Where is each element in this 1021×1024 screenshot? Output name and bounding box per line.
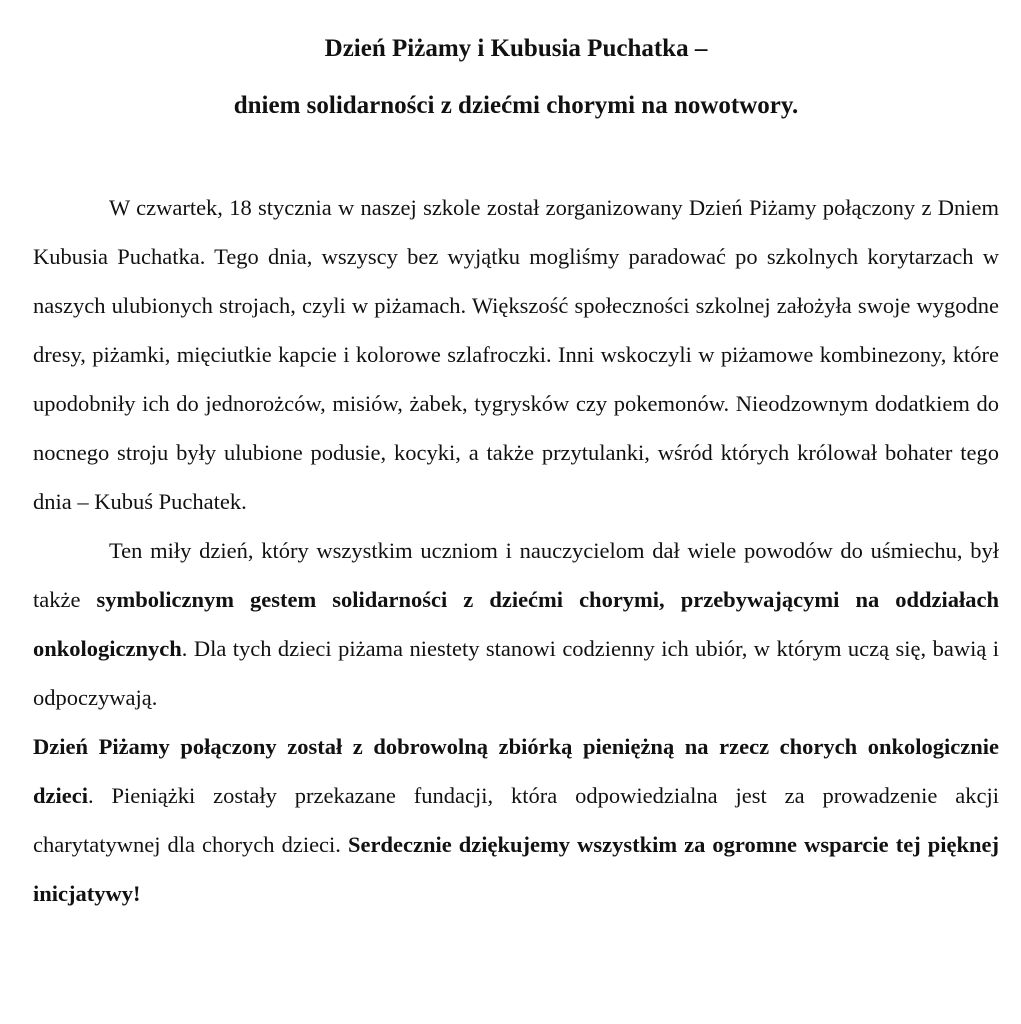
- title-line-1: Dzień Piżamy i Kubusia Puchatka –: [324, 35, 708, 62]
- paragraph-2-text-2: . Dla tych dzieci piżama niestety stanowi codzienny ich ubiór, w którym uczą się, bawią i odpoczywają.: [33, 636, 999, 710]
- paragraph-3-text: . Pieniążki zostały przekazane fundacji, która odpowiedzialna jest za prowadzenie akcji charytatywnej dla chorych dzieci.: [33, 783, 999, 857]
- paragraph-3-bold-text-2: Serdecznie dziękujemy wszystkim za ogromne wsparcie tej pięknej inicjatywy!: [33, 832, 1000, 906]
- paragraph-3-bold-text-1: Dzień Piżamy połączony został z dobrowolną zbiórką pieniężną na rzecz chorych onkologicznie dzieci: [33, 734, 999, 808]
- paragraph-2-bold-text: symbolicznym gestem solidarności z dziećmi chorymi, przebywającymi na oddziałach onkologicznych: [33, 587, 999, 661]
- paragraph-2-text-1: Ten miły dzień, który wszystkim uczniom i nauczycielom dał wiele powodów do uśmiechu, był także: [33, 538, 999, 612]
- paragraph-1: W czwartek, 18 stycznia w naszej szkole został zorganizowany Dzień Piżamy połączony z Dniem Kubusia Puchatka. Tego dnia, wszyscy bez wyjątku mogliśmy paradować po szkolnych korytarzach w naszych ulubionych strojach, czyli w piżamach. Większość społeczności szkolnej założyła swoje wygodne dresy, piżamki, mięciutkie kapcie i kolorowe szlafroczki. Inni wskoczyli w piżamowe kombinezony, które upodobniły ich do jednorożców, misiów, żabek, tygrysków czy pokemonów. Nieodzownym dodatkiem do nocnego stroju były ulubione podusie, kocyki, a także przytulanki, wśród których królował bohater tego dnia – Kubuś Puchatek.: [33, 195, 999, 514]
- paragraph-2: [33, 526, 999, 722]
- paragraph-3: [33, 722, 999, 918]
- title-line-2: dniem solidarności z dziećmi chorymi na nowotwory.: [233, 92, 799, 119]
- article-body: [33, 183, 999, 918]
